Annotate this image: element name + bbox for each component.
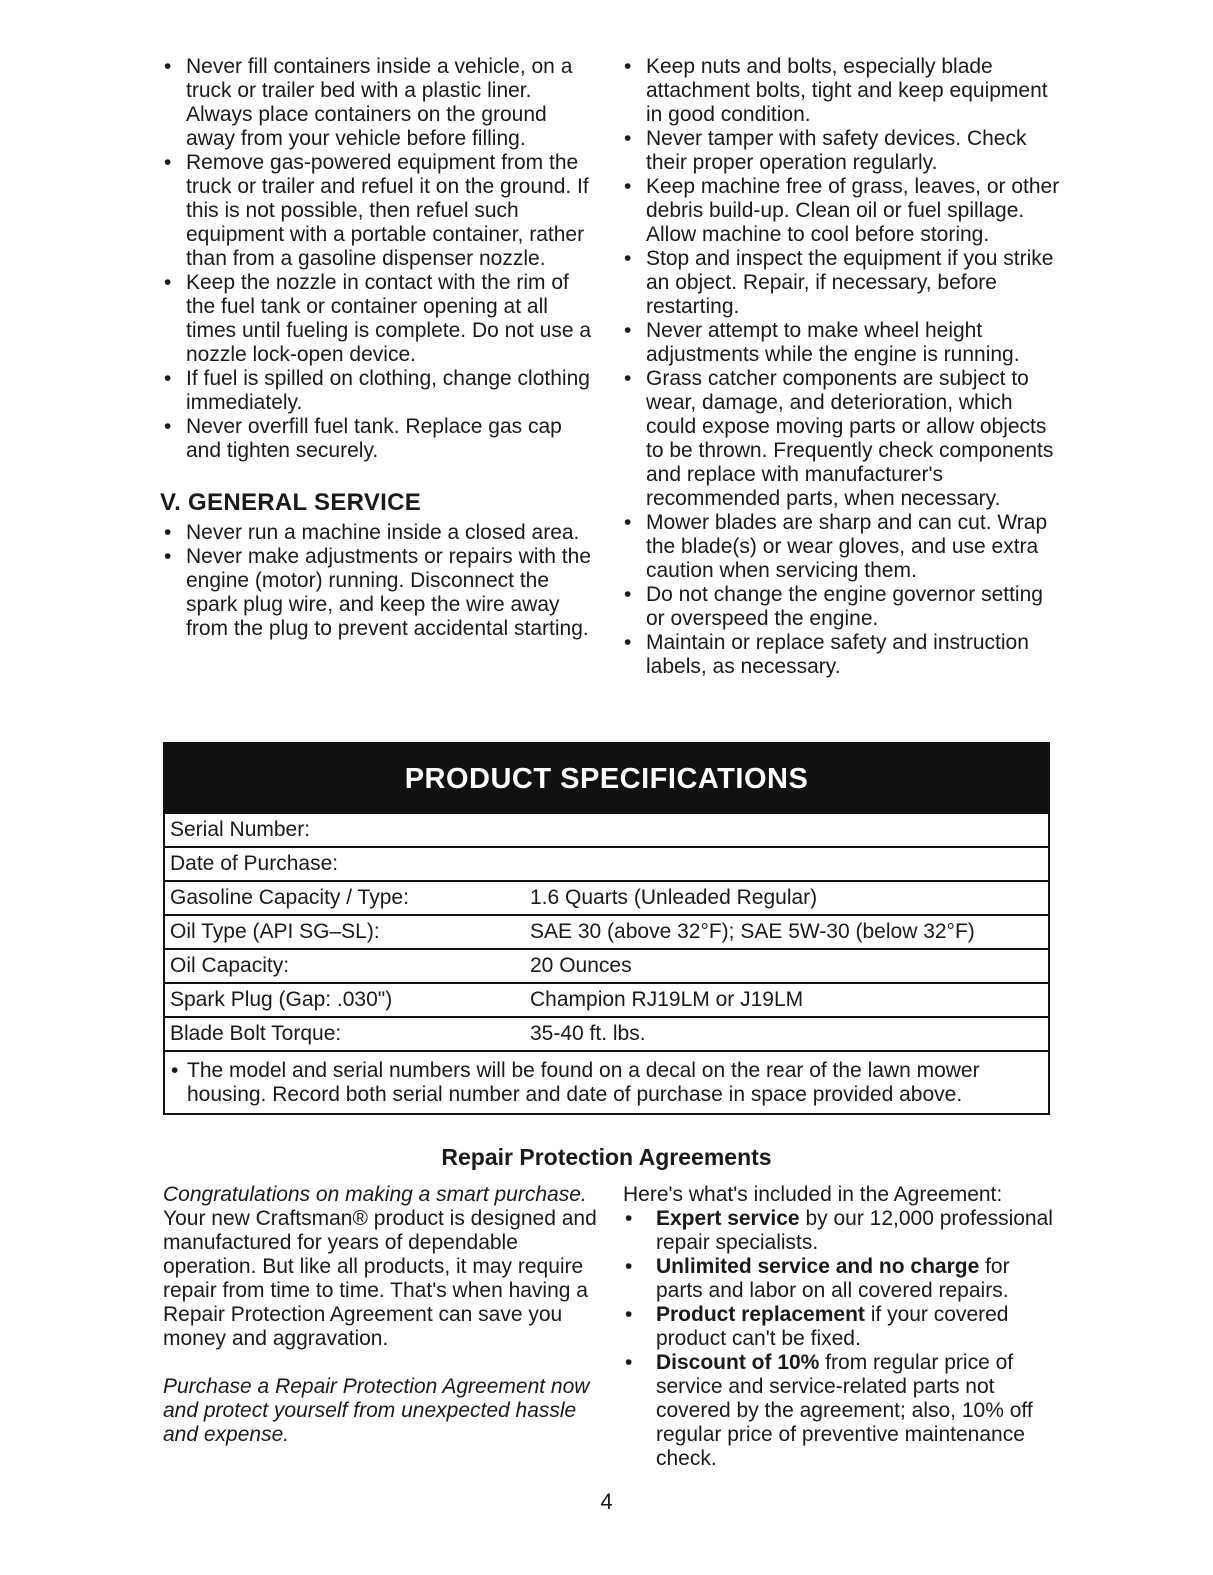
general-service-heading: V. GENERAL SERVICE xyxy=(160,489,422,516)
rpa-intro-italic: Congratulations on making a smart purchase. xyxy=(163,1183,587,1206)
list-item xyxy=(623,1351,1053,1471)
list-item: • Never overfill fuel tank. Replace gas cap and tighten securely. xyxy=(160,415,600,463)
right-column xyxy=(620,55,1060,679)
table-row xyxy=(165,948,1048,982)
spec-value: 35-40 ft. lbs. xyxy=(530,1022,646,1045)
benefit-bold: Unlimited service and no charge xyxy=(656,1255,980,1278)
left-column xyxy=(160,55,600,641)
benefit-text: for parts and labor on all covered repairs. xyxy=(656,1255,1010,1302)
page-number: 4 xyxy=(600,1489,613,1514)
list-item: • Never fill containers inside a vehicle, on a truck or trailer bed with a plastic liner. Always place containers on the ground away from your vehicle before filling. xyxy=(160,55,600,151)
list-item: • Keep nuts and bolts, especially blade attachment bolts, tight and keep equipment in good condition. xyxy=(620,55,1060,127)
specs-note xyxy=(165,1050,1048,1113)
spec-value: 20 Ounces xyxy=(530,954,632,977)
bullet-icon: • xyxy=(171,1059,179,1082)
rpa-intro-paragraph xyxy=(163,1183,603,1351)
rpa-benefits-list xyxy=(623,1207,1053,1471)
spec-label: Serial Number: xyxy=(170,818,311,841)
table-row xyxy=(165,846,1048,880)
benefit-text: from regular price of service and service-related parts not covered by the agreement; also, 10% off regular price of preventive maintenance check. xyxy=(656,1351,1033,1470)
spec-label: Gasoline Capacity / Type: xyxy=(170,886,409,909)
list-item: • Never make adjustments or repairs with the engine (motor) running. Disconnect the spark plug wire, and keep the wire away from the plug to prevent accidental starting. xyxy=(160,545,600,641)
table-row xyxy=(165,914,1048,948)
table-row xyxy=(165,812,1048,846)
list-item: • Grass catcher components are subject to wear, damage, and deterioration, which could expose moving parts or allow objects to be thrown. Frequently check components and replace with manufacturer's recommended parts, when necessary. xyxy=(620,367,1060,511)
benefit-text: if your covered product can't be fixed. xyxy=(656,1303,1009,1350)
list-item: • Maintain or replace safety and instruction labels, as necessary. xyxy=(620,631,1060,679)
benefit-bold: Product replacement xyxy=(656,1303,865,1326)
benefit-bold: Expert service xyxy=(656,1207,800,1230)
product-specifications-table xyxy=(163,742,1050,1115)
table-row xyxy=(165,1016,1048,1050)
rpa-included-column xyxy=(623,1183,1053,1471)
list-item xyxy=(623,1303,1053,1351)
spec-label: Spark Plug (Gap: .030") xyxy=(170,988,393,1011)
spec-label: Date of Purchase: xyxy=(170,852,339,875)
specs-note-text: The model and serial numbers will be found on a decal on the rear of the lawn mower housing. Record both serial number and date of purchase in space provided above. xyxy=(187,1059,980,1106)
spec-label: Oil Capacity: xyxy=(170,954,290,977)
table-row xyxy=(165,880,1048,914)
specs-title: PRODUCT SPECIFICATIONS xyxy=(165,744,1048,812)
rpa-intro-text: Your new Craftsman® product is designed and manufactured for years of dependable operation. But like all products, it may require repair from time to time. That's when having a Repair Protection Agreement can save you money and aggravation. xyxy=(163,1207,597,1350)
list-item: • Mower blades are sharp and can cut. Wrap the blade(s) or wear gloves, and use extra caution when servicing them. xyxy=(620,511,1060,583)
list-item: • Stop and inspect the equipment if you strike an object. Repair, if necessary, before restarting. xyxy=(620,247,1060,319)
list-item: • Never run a machine inside a closed area. xyxy=(160,521,600,545)
spec-value xyxy=(530,814,1048,846)
benefit-bold: Discount of 10% xyxy=(656,1351,820,1374)
benefit-text: by our 12,000 professional repair specialists. xyxy=(656,1207,1053,1254)
general-service-list xyxy=(160,521,600,641)
maintenance-safety-list xyxy=(620,55,1060,679)
rpa-included-heading: Here's what's included in the Agreement: xyxy=(623,1183,1003,1206)
list-item: • Never attempt to make wheel height adjustments while the engine is running. xyxy=(620,319,1060,367)
list-item: • Keep the nozzle in contact with the rim of the fuel tank or container opening at all times until fueling is complete. Do not use a nozzle lock-open device. xyxy=(160,271,600,367)
table-row xyxy=(165,982,1048,1016)
rpa-closing-paragraph: Purchase a Repair Protection Agreement now and protect yourself from unexpected hassle and expense. xyxy=(163,1375,590,1446)
spec-label: Blade Bolt Torque: xyxy=(170,1022,342,1045)
list-item: • If fuel is spilled on clothing, change clothing immediately. xyxy=(160,367,600,415)
fuel-safety-list xyxy=(160,55,600,463)
list-item xyxy=(623,1207,1053,1255)
list-item xyxy=(623,1255,1053,1303)
list-item: • Never tamper with safety devices. Check their proper operation regularly. xyxy=(620,127,1060,175)
list-item: • Remove gas-powered equipment from the truck or trailer and refuel it on the ground. If this is not possible, then refuel such equipment with a portable container, rather than from a gasoline dispenser nozzle. xyxy=(160,151,600,271)
list-item: • Keep machine free of grass, leaves, or other debris build-up. Clean oil or fuel spillage. Allow machine to cool before storing. xyxy=(620,175,1060,247)
spec-label: Oil Type (API SG–SL): xyxy=(170,920,380,943)
spec-value xyxy=(530,848,1048,880)
spec-value: 1.6 Quarts (Unleaded Regular) xyxy=(530,886,818,909)
rpa-intro-column xyxy=(163,1183,603,1471)
spec-value: Champion RJ19LM or J19LM xyxy=(530,988,804,1011)
repair-protection-heading: Repair Protection Agreements xyxy=(441,1144,772,1170)
list-item: • Do not change the engine governor setting or overspeed the engine. xyxy=(620,583,1060,631)
spec-value: SAE 30 (above 32°F); SAE 5W-30 (below 32°F) xyxy=(530,920,975,943)
